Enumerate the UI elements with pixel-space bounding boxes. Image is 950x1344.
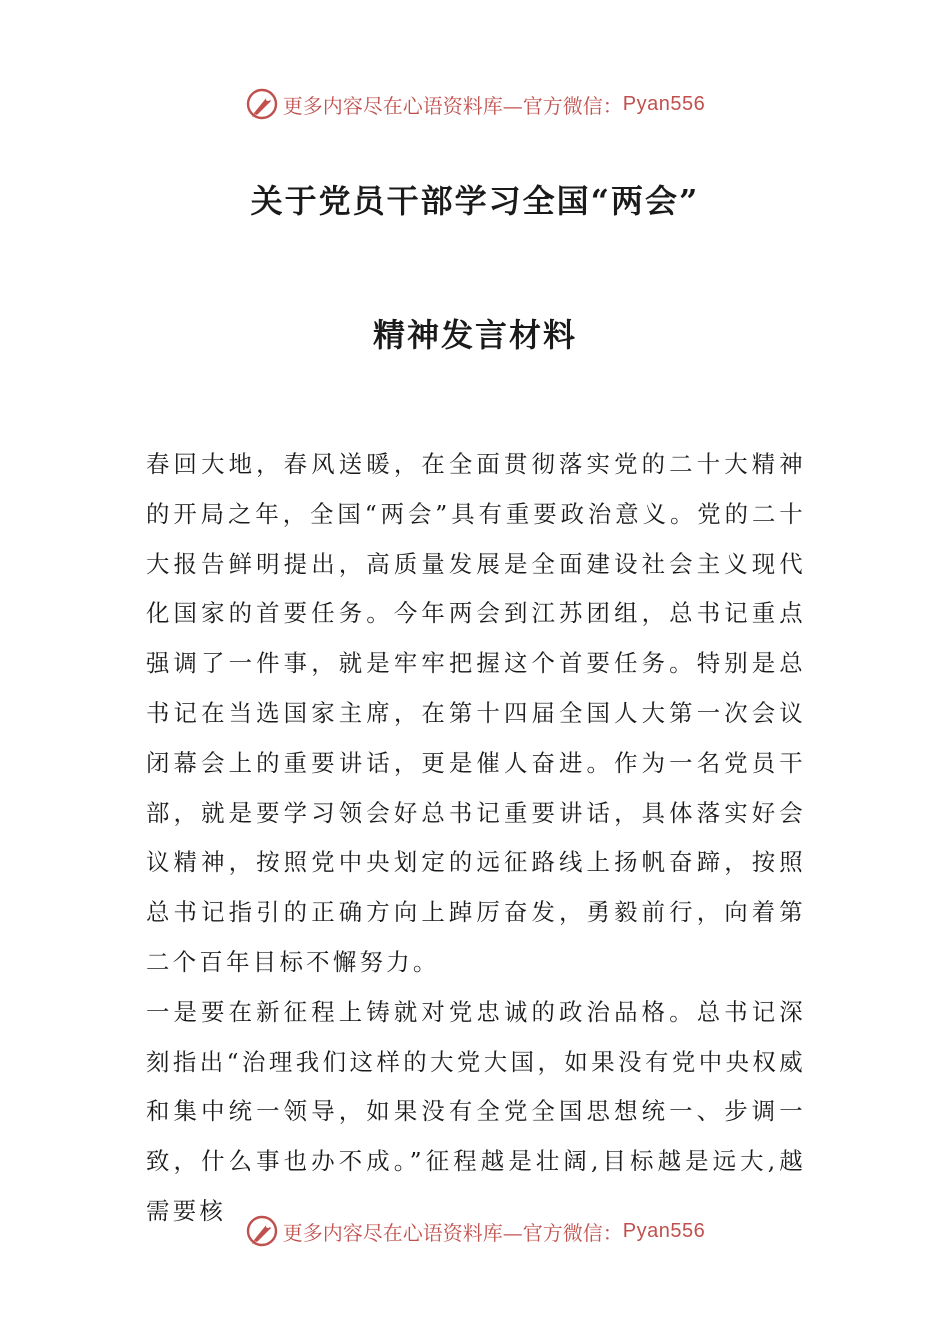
header-banner-text: 更多内容尽在心语资料库—官方微信： <box>282 93 623 118</box>
pen-nib-logo-icon <box>245 1214 279 1248</box>
footer-banner <box>0 1211 950 1251</box>
paragraph-intro: 春回大地，春风送暖，在全面贯彻落实党的二十大精神的开局之年，全国“两会”具有重要政治意义。党的二十大报告鲜明提出，高质量发展是全面建设社会主义现代化国家的首要任务。今年两会到江苏团组，总书记重点强调了一件事，就是牢牢把握这个首要任务。特别是总书记在当选国家主席，在第十四届全国人大第一次会议闭幕会上的重要讲话，更是催人奋进。作为一名党员干部，就是要学习领会好总书记重要讲话，具体落实好会议精神，按照党中央划定的远征路线上扬帆奋蹄，按照总书记指引的正确方向上踔厉奋发，勇毅前行，向着第二个百年目标不懈努力。 <box>146 450 806 976</box>
pen-nib-logo-icon <box>245 87 279 121</box>
footer-wechat-id: Pyan556 <box>622 1219 706 1242</box>
document-title-line1: 关于党员干部学习全国“两会” <box>250 182 700 220</box>
document-body <box>146 440 806 1237</box>
header-wechat-id: Pyan556 <box>622 92 706 115</box>
footer-banner-text: 更多内容尽在心语资料库—官方微信： <box>282 1220 623 1245</box>
paragraph-point-one: 一是要在新征程上铸就对党忠诚的政治品格。总书记深刻指出“治理我们这样的大党大国，如果没有党中央权威和集中统一领导，如果没有全党全国思想统一、步调一致，什么事也办不成。”征程越是壮阔,目标越是远大,越需要核 <box>146 997 806 1225</box>
header-banner <box>0 84 950 124</box>
document-title-line2: 精神发言材料 <box>372 316 577 354</box>
